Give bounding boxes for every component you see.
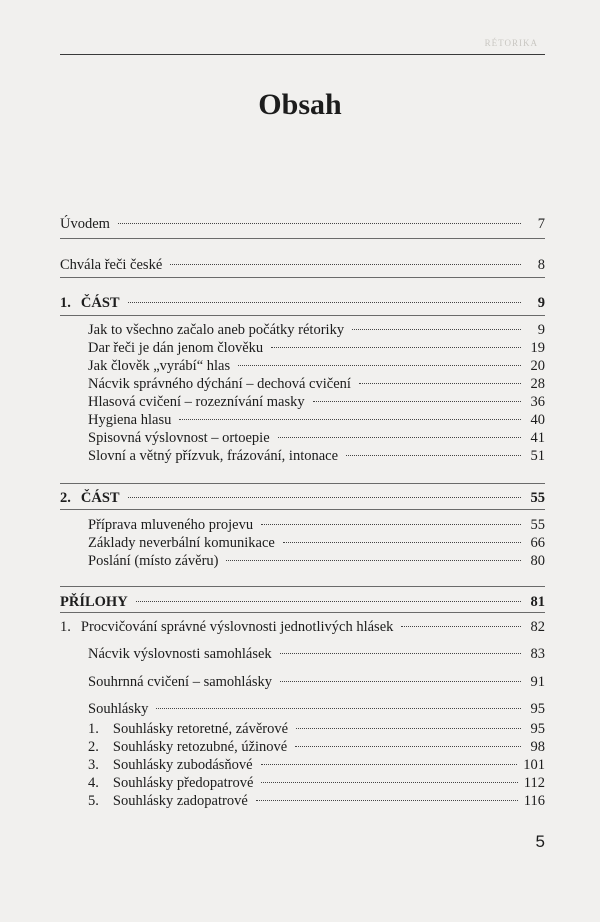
toc-entry-page: 19 — [530, 340, 545, 356]
toc-entry — [60, 216, 545, 234]
toc-entry-label: Hygiena hlasu — [88, 412, 172, 428]
toc-entry-number: 2. — [88, 739, 99, 755]
section-rule — [60, 509, 545, 510]
toc-entry-page: 66 — [530, 535, 545, 551]
dot-leader — [401, 626, 521, 627]
toc-entry — [88, 394, 545, 412]
section-rule — [60, 483, 545, 484]
dot-leader — [280, 653, 521, 654]
dot-leader — [170, 264, 521, 265]
toc-entry-label: Souhlásky předopatrové — [112, 775, 254, 791]
toc-entry-page: 55 — [530, 490, 545, 506]
toc-entry-page: 9 — [537, 322, 545, 338]
toc-entry — [88, 535, 545, 553]
toc-entry-number: 2. — [60, 490, 71, 506]
toc-entry — [60, 594, 545, 612]
dot-leader — [118, 223, 521, 224]
section-rule — [60, 586, 545, 587]
toc-entry — [88, 517, 545, 535]
toc-entry-label: ČÁST — [80, 295, 120, 311]
toc-entry-number: 5. — [88, 793, 99, 809]
toc-entry-number: 4. — [88, 775, 99, 791]
toc-entry-label: Souhrnná cvičení – samohlásky — [88, 674, 273, 690]
toc-entry-label: Souhlásky retoretné, závěrové — [112, 721, 289, 737]
toc-entry — [88, 646, 545, 664]
toc-entry-page: 28 — [530, 376, 545, 392]
toc-entry-label: Jak to všechno začalo aneb počátky rétoriky — [88, 322, 345, 338]
dot-leader — [136, 601, 521, 602]
dot-leader — [256, 800, 518, 801]
dot-leader — [226, 560, 521, 561]
toc-entry-label: Nácvik výslovnosti samohlásek — [88, 646, 272, 662]
toc-entry — [88, 674, 545, 692]
running-head: RÉTORIKA — [484, 38, 538, 48]
toc-entry — [60, 257, 545, 275]
toc-entry — [88, 721, 545, 739]
toc-entry — [88, 340, 545, 358]
toc-entry-label: Základy neverbální komunikace — [88, 535, 275, 551]
toc-entry-page: 55 — [530, 517, 545, 533]
toc-entry-page: 9 — [537, 295, 545, 311]
dot-leader — [296, 728, 521, 729]
toc-entry-label: Souhlásky zubodásňové — [112, 757, 253, 773]
toc-entry-label: PŘÍLOHY — [60, 594, 128, 610]
dot-leader — [271, 347, 521, 348]
section-rule — [60, 277, 545, 278]
toc-entry — [88, 376, 545, 394]
toc-entry-label: Poslání (místo závěru) — [88, 553, 219, 569]
toc-entry-page: 8 — [537, 257, 545, 273]
toc-entry-page: 40 — [530, 412, 545, 428]
dot-leader — [261, 764, 518, 765]
dot-leader — [280, 681, 521, 682]
toc-entry-label: Spisovná výslovnost – ortoepie — [88, 430, 270, 446]
toc-entry — [88, 775, 545, 793]
section-rule — [60, 315, 545, 316]
toc-entry-label: Souhlásky retozubné, úžinové — [112, 739, 288, 755]
dot-leader — [346, 455, 521, 456]
toc-entry-label: Souhlásky zadopatrové — [112, 793, 248, 809]
toc-entry — [88, 793, 545, 811]
toc-entry — [60, 490, 545, 508]
toc-entry-page: 36 — [530, 394, 545, 410]
dot-leader — [238, 365, 521, 366]
toc-entry — [88, 358, 545, 376]
toc-entry-label: Dar řeči je dán jenom člověku — [88, 340, 264, 356]
toc-entry-number: 1. — [88, 721, 99, 737]
toc-entry — [88, 739, 545, 757]
dot-leader — [295, 746, 521, 747]
toc-entry-number: 3. — [88, 757, 99, 773]
toc-entry-label: Slovní a větný přízvuk, frázování, intonace — [88, 448, 339, 464]
toc-entry-number: 1. — [60, 295, 71, 311]
toc-entry-page: 101 — [523, 757, 545, 773]
header-rule — [60, 54, 545, 55]
toc-entry-page: 95 — [530, 701, 545, 717]
toc-entry-page: 98 — [530, 739, 545, 755]
toc-entry — [60, 295, 545, 313]
toc-entry-page: 7 — [537, 216, 545, 232]
toc-entry-page: 95 — [530, 721, 545, 737]
toc-entry-page: 80 — [530, 553, 545, 569]
toc-entry-page: 41 — [530, 430, 545, 446]
dot-leader — [283, 542, 521, 543]
dot-leader — [313, 401, 521, 402]
toc-entry-label: Souhlásky — [88, 701, 149, 717]
toc-entry-page: 116 — [523, 793, 545, 809]
toc-entry-label: Jak člověk „vyrábí“ hlas — [88, 358, 231, 374]
toc-entry-page: 112 — [523, 775, 545, 791]
toc-entry-label: Nácvik správného dýchání – dechová cvičení — [88, 376, 351, 392]
dot-leader — [156, 708, 521, 709]
dot-leader — [128, 497, 521, 498]
toc-entry-label: Procvičování správné výslovnosti jednotlivých hlásek — [80, 619, 394, 635]
toc-entry — [88, 553, 545, 571]
toc-entry-page: 82 — [530, 619, 545, 635]
toc-entry-page: 81 — [530, 594, 545, 610]
dot-leader — [352, 329, 521, 330]
section-rule — [60, 612, 545, 613]
dot-leader — [261, 524, 521, 525]
toc-entry-label: Úvodem — [60, 216, 110, 232]
dot-leader — [179, 419, 521, 420]
toc-entry — [88, 448, 545, 466]
page-title: Obsah — [258, 88, 342, 121]
toc-entry — [88, 430, 545, 448]
toc-entry-label: Příprava mluveného projevu — [88, 517, 254, 533]
toc-entry-number: 1. — [60, 619, 71, 635]
dot-leader — [261, 782, 517, 783]
toc-entry — [88, 757, 545, 775]
toc-entry-page: 83 — [530, 646, 545, 662]
toc-entry-page: 20 — [530, 358, 545, 374]
dot-leader — [128, 302, 521, 303]
toc-entry-label: Hlasová cvičení – rozeznívání masky — [88, 394, 305, 410]
dot-leader — [278, 437, 521, 438]
dot-leader — [359, 383, 521, 384]
toc-entry-page: 91 — [530, 674, 545, 690]
toc-entry — [60, 619, 545, 637]
page-number: 5 — [535, 832, 545, 851]
toc-entry — [88, 322, 545, 340]
toc-entry — [88, 701, 545, 719]
toc-entry-label: ČÁST — [80, 490, 120, 506]
toc-entry-page: 51 — [530, 448, 545, 464]
toc-entry — [88, 412, 545, 430]
section-rule — [60, 238, 545, 239]
toc-entry-label: Chvála řeči české — [60, 257, 163, 273]
